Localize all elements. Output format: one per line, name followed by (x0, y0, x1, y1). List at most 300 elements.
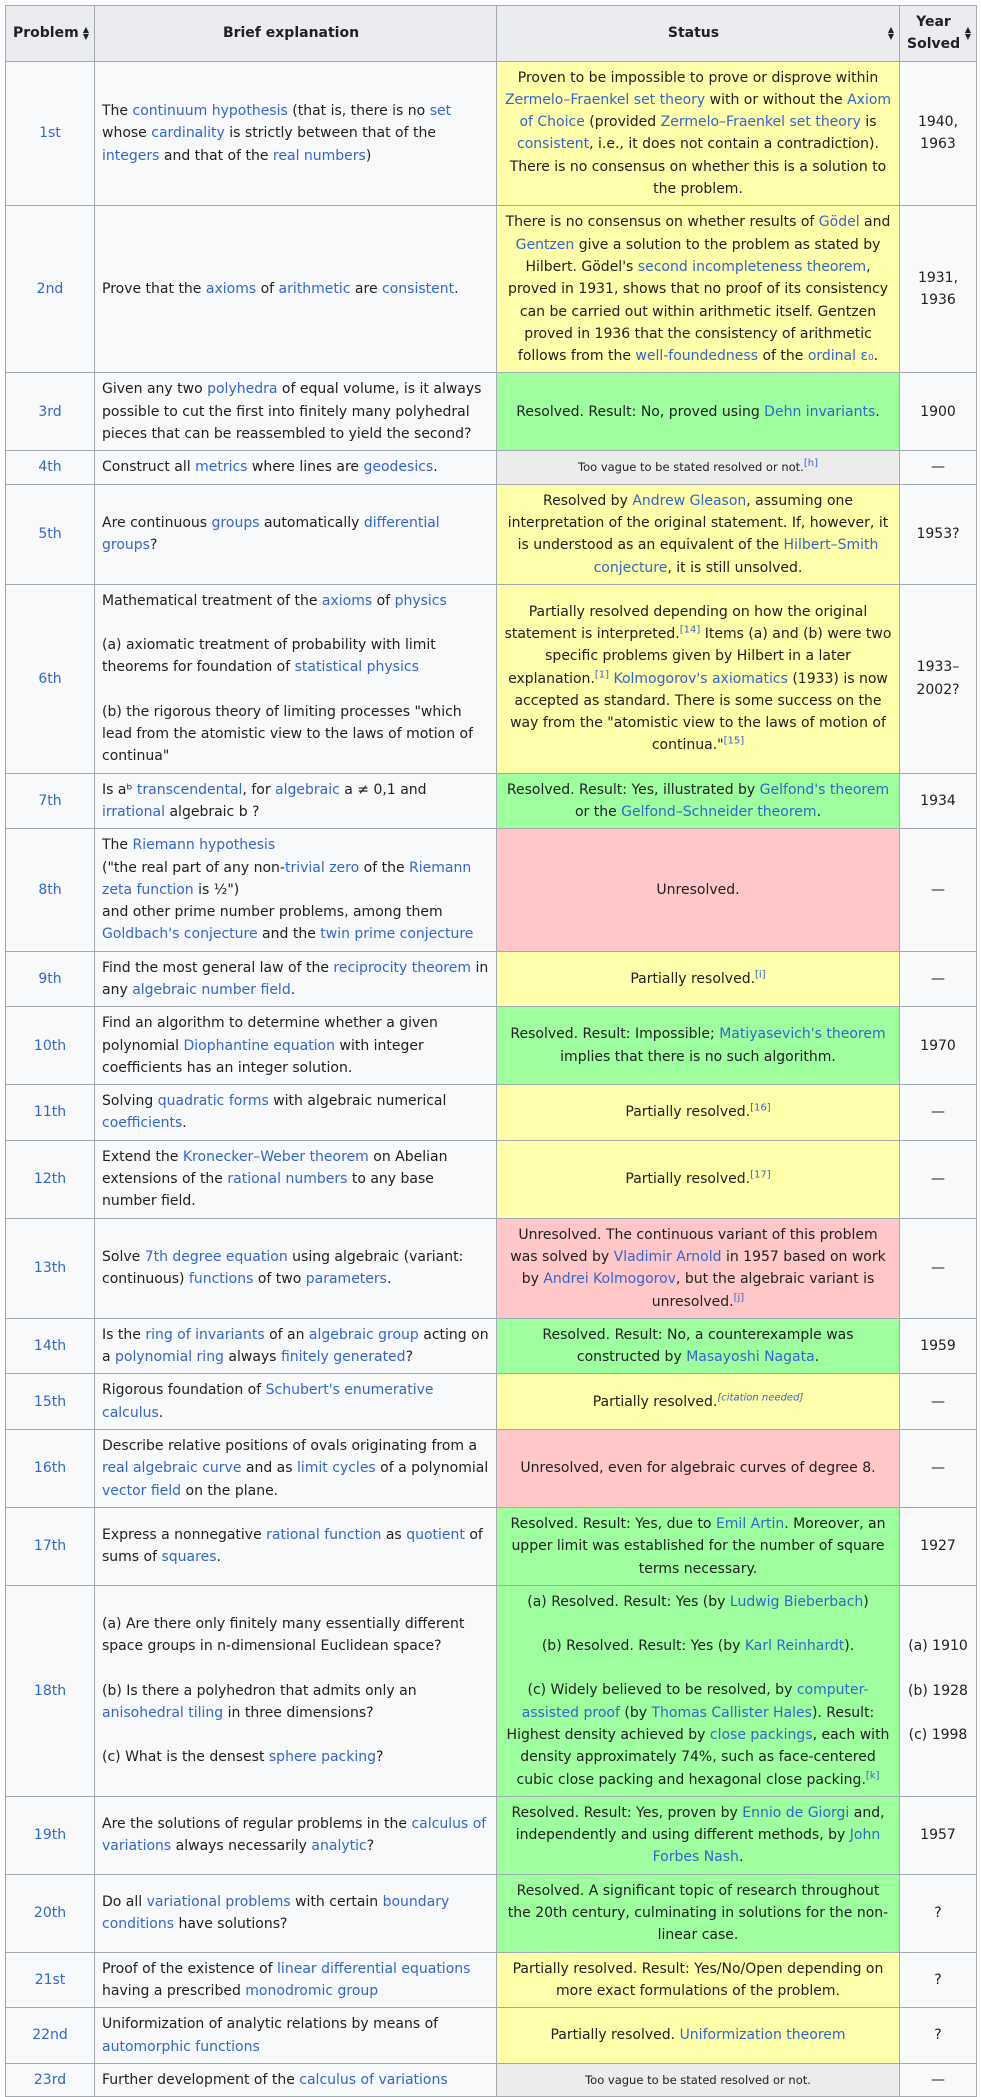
table-row (6, 1085, 977, 1141)
status-cell (497, 773, 900, 829)
wiki-link[interactable]: Gelfond's theorem (759, 781, 890, 798)
status-cell (497, 373, 900, 451)
explanation-cell (95, 1430, 497, 1508)
text-run: of sums of (102, 1527, 483, 1566)
wiki-link[interactable]: Gelfond–Schneider theorem (621, 803, 817, 820)
wiki-link[interactable]: rational function (266, 1527, 382, 1544)
wiki-link[interactable]: Kronecker–Weber theorem (182, 1148, 369, 1165)
text-run: where lines are (247, 459, 364, 476)
wiki-link[interactable]: algebraic group (308, 1326, 419, 1343)
wiki-link[interactable]: Diophantine equation (183, 1037, 336, 1054)
table-row (6, 584, 977, 773)
wiki-link[interactable]: analytic (311, 1838, 367, 1855)
explanation-cell (95, 1218, 497, 1318)
text-run: always necessarily (171, 1838, 312, 1855)
wiki-link[interactable]: Andrew Gleason (632, 492, 747, 509)
status-cell (497, 1507, 900, 1585)
year-solved-cell: (a) 1910 (b) 1928 (c) 1998 (900, 1585, 977, 1796)
wiki-link[interactable]: reciprocity theorem (333, 959, 472, 976)
text-run: with or without the (705, 91, 848, 108)
wiki-link[interactable]: calculus of variations (299, 2071, 448, 2088)
reference-link[interactable]: [15] (723, 735, 745, 747)
text-run: (b) Resolved. Result: Yes (by (541, 1638, 745, 1655)
text-run: Partially resolved. (630, 970, 756, 987)
reference-link[interactable]: [k] (865, 1769, 880, 1781)
text-run: Extend the (102, 1148, 183, 1165)
text-run: Unresolved. The continuous variant of this problem was solved by (510, 1226, 878, 1265)
wiki-link[interactable]: set (429, 103, 452, 120)
table-row (6, 829, 977, 951)
explanation-cell (95, 373, 497, 451)
text-run: (1933) is now accepted as standard. There is some success on the way from the "atomistic view to the laws of motion of continua." (510, 670, 888, 754)
text-run: implies that there is no such algorithm. (560, 1048, 836, 1065)
wiki-link[interactable]: consistent (517, 136, 590, 153)
text-run: having a prescribed (102, 1982, 246, 1999)
text-run: . Moreover, an upper limit was established for the number of square terms necessary. (511, 1515, 886, 1577)
reference-link[interactable]: [17] (750, 1169, 771, 1181)
status-cell (497, 484, 900, 584)
text-run: Find an algorithm to determine whether a given polynomial (102, 1015, 438, 1054)
wiki-link[interactable]: Ludwig Bieberbach (729, 1593, 864, 1610)
text-run: with integer coefficients has an integer solution. (102, 1037, 424, 1076)
text-run: ? (405, 1349, 413, 1366)
problem-number-link[interactable]: 20th (6, 1874, 95, 1952)
text-run: Are the solutions of regular problems in the (102, 1816, 412, 1833)
wiki-link[interactable]: transcendental (136, 781, 243, 798)
text-run: , but the algebraic variant is unresolved. (651, 1271, 875, 1310)
text-run: and other prime number problems, among them (102, 904, 443, 921)
text-run: with algebraic numerical (268, 1093, 447, 1110)
problem-number-link[interactable]: 9th (6, 951, 95, 1007)
wiki-link[interactable]: cardinality (151, 125, 225, 142)
text-run: Resolved. Result: No, a counterexample was constructed by (542, 1326, 854, 1366)
text-run: of equal volume, is it always possible to cut the first into finitely many polyhedral pieces that can be reassembled to yield the second? (102, 381, 482, 443)
text-run: whose (102, 125, 152, 142)
year-solved-cell: — (900, 1085, 977, 1141)
problem-number-link[interactable]: 5th (6, 484, 95, 584)
year-solved-cell: — (900, 1218, 977, 1318)
wiki-link[interactable]: algebraic number field (132, 981, 291, 998)
text-run: give a solution to the problem as stated by Hilbert. Gödel's (525, 236, 881, 275)
text-run: Are continuous (102, 514, 212, 531)
wiki-link[interactable]: Matiyasevich's theorem (719, 1026, 886, 1043)
text-run: Is aᵇ (102, 781, 137, 798)
text-run: ? (366, 1838, 375, 1855)
wiki-link[interactable]: sphere packing (268, 1749, 376, 1766)
wiki-link[interactable]: physics (394, 592, 447, 609)
explanation-cell (95, 1007, 497, 1085)
wiki-link[interactable]: trivial (284, 859, 325, 876)
year-solved-cell: 1933–2002? (900, 584, 977, 773)
year-solved-cell: — (900, 951, 977, 1007)
text-run: with certain (290, 1893, 383, 1910)
wiki-link[interactable]: Zermelo–Fraenkel set theory (660, 114, 861, 131)
table-row (6, 1796, 977, 1874)
year-solved-cell: 1927 (900, 1507, 977, 1585)
table-row (6, 1507, 977, 1585)
table-row (6, 1585, 977, 1796)
wiki-link[interactable]: geodesics (363, 459, 434, 476)
text-run: of (256, 281, 279, 298)
text-run: , each with density approximately 74%, such as face-centered cubic close packing and hexagonal close packing. (516, 1727, 890, 1788)
wiki-link[interactable]: Vladimir Arnold (613, 1248, 722, 1265)
text-run: of (372, 592, 395, 609)
text-run: ). (844, 1638, 855, 1655)
year-solved-cell: ? (900, 1952, 977, 2008)
text-run: . (386, 1271, 392, 1288)
table-row (6, 451, 977, 484)
text-run: (that is, there is no (287, 103, 430, 120)
wiki-link[interactable]: vector field (102, 1482, 182, 1499)
text-run: Resolved. Result: No, proved using (516, 403, 765, 420)
status-cell (497, 1140, 900, 1218)
wiki-link[interactable]: arithmetic (278, 281, 351, 298)
text-run: Proven to be impossible to prove or disprove within (517, 69, 879, 86)
text-run: Resolved by (542, 492, 633, 509)
header-problem[interactable] (6, 6, 95, 62)
sort-icon[interactable]: ▲ ▼ (887, 25, 894, 42)
wiki-link[interactable]: real algebraic curve (102, 1460, 242, 1477)
text-run: Partially resolved. (592, 1393, 718, 1410)
explanation-cell (95, 1140, 497, 1218)
problem-number-link[interactable]: 22nd (6, 2008, 95, 2064)
status-cell (497, 61, 900, 206)
reference-link[interactable]: [16] (750, 1102, 771, 1114)
status-cell (497, 1085, 900, 1141)
text-run: Resolved. A significant topic of research throughout the 20th century, culminating in solutions for the non-linear case. (507, 1882, 889, 1944)
text-run: and, independently and using different methods, by (515, 1804, 885, 1844)
wiki-link[interactable]: Ennio de Giorgi (742, 1804, 850, 1821)
text-run: (b) the rigorous theory of limiting processes "which lead from the atomistic view to the laws of motion of continua" (102, 703, 474, 765)
problem-number-link[interactable]: 16th (6, 1430, 95, 1508)
wiki-link[interactable]: Gödel (818, 214, 860, 231)
wiki-link[interactable]: limit cycles (297, 1460, 376, 1477)
text-run: Mathematical treatment of the (102, 592, 322, 609)
year-solved-cell: — (900, 829, 977, 951)
text-run: a ≠ 0,1 and (339, 781, 427, 798)
table-row (6, 1007, 977, 1085)
table-row (6, 373, 977, 451)
wiki-link[interactable]: Zermelo–Fraenkel set theory (504, 91, 706, 108)
header-status[interactable] (497, 6, 900, 62)
status-cell (497, 2008, 900, 2064)
text-run: Resolved. Result: Yes, due to (510, 1515, 716, 1532)
wiki-link[interactable]: squares (161, 1549, 217, 1566)
header-explanation-label: Brief explanation (222, 25, 360, 42)
table-row (6, 1218, 977, 1318)
status-cell (497, 829, 900, 951)
wiki-link[interactable]: Kolmogorov's axiomatics (613, 670, 788, 687)
citation-needed-link[interactable]: [citation needed] (717, 1391, 804, 1403)
problem-number-link[interactable]: 2nd (6, 206, 95, 373)
problem-number-link[interactable]: 4th (6, 451, 95, 484)
wiki-link[interactable]: Axiom of Choice (519, 91, 892, 131)
table-row (6, 2063, 977, 2096)
wiki-link[interactable]: quadratic forms (157, 1093, 269, 1110)
text-run: Rigorous foundation of (102, 1382, 266, 1399)
wiki-link[interactable]: Uniformization theorem (679, 2027, 846, 2044)
wiki-link[interactable]: Schubert's enumerative calculus (102, 1382, 434, 1421)
text-run: The (102, 837, 133, 854)
text-run: algebraic b ? (165, 803, 260, 820)
wiki-link[interactable]: irrational (102, 803, 166, 820)
year-solved-cell: — (900, 1430, 977, 1508)
text-run: as (381, 1527, 407, 1544)
paragraph-gap (102, 679, 489, 701)
header-problem-label: Problem (13, 25, 79, 42)
text-run: . (290, 981, 296, 998)
reference-link[interactable]: [h] (803, 458, 818, 470)
wiki-link[interactable]: Emil Artin (715, 1515, 785, 1532)
text-run: Items (a) and (b) were two specific problems given by Hilbert in a later explanation. (508, 625, 892, 687)
problem-number-link[interactable]: 21st (6, 1952, 95, 2008)
text-run: , for (242, 781, 276, 798)
problem-number-link[interactable]: 11th (6, 1085, 95, 1141)
text-run: Unresolved. (656, 881, 740, 898)
wiki-link[interactable]: close packings (709, 1727, 813, 1743)
text-run: Partially resolved. (625, 1104, 751, 1121)
header-explanation (95, 6, 497, 62)
status-cell (497, 1952, 900, 2008)
explanation-cell (95, 2008, 497, 2064)
wiki-link[interactable]: finitely generated (280, 1349, 406, 1366)
table-row (6, 1374, 977, 1430)
explanation-cell (95, 206, 497, 373)
table-row (6, 2008, 977, 2064)
problem-number-link[interactable]: 10th (6, 1007, 95, 1085)
table-row (6, 61, 977, 206)
reference-link[interactable]: [i] (755, 969, 766, 981)
wiki-link[interactable]: algebraic (275, 781, 340, 798)
wiki-link[interactable]: twin prime conjecture (320, 926, 474, 943)
text-run: is strictly between that of the (224, 125, 436, 142)
year-solved-cell: ? (900, 1874, 977, 1952)
status-cell (497, 1796, 900, 1874)
text-run: Proof of the existence of (102, 1960, 278, 1977)
wiki-link[interactable]: real numbers (272, 147, 366, 164)
wiki-link[interactable]: Riemann hypothesis (132, 837, 276, 854)
wiki-link[interactable]: Thomas Callister Hales (651, 1704, 812, 1721)
wiki-link[interactable]: computer-assisted proof (521, 1682, 869, 1721)
hilbert-problems-table (5, 5, 977, 2097)
year-solved-cell: 1953? (900, 484, 977, 584)
wiki-link[interactable]: consistent (382, 281, 455, 298)
text-run: . (814, 1349, 820, 1366)
text-run: Express a nonnegative (102, 1527, 267, 1544)
paragraph-gap (504, 1657, 892, 1679)
problem-number-link[interactable]: 13th (6, 1218, 95, 1318)
wiki-link[interactable]: Andrei Kolmogorov (543, 1271, 676, 1288)
text-run: . (158, 1404, 164, 1421)
wiki-link[interactable]: Dehn invariants (764, 403, 876, 420)
text-run: , it is still unsolved. (667, 559, 803, 576)
text-run: Solving (102, 1093, 158, 1110)
wiki-link[interactable]: linear differential equations (277, 1960, 471, 1977)
text-run: and as (241, 1460, 297, 1477)
wiki-link[interactable]: statistical physics (294, 659, 419, 676)
problem-number-link[interactable]: 8th (6, 829, 95, 951)
text-run: and (859, 214, 891, 231)
wiki-link[interactable]: Gentzen (515, 236, 575, 253)
problem-number-link[interactable]: 3rd (6, 373, 95, 451)
wiki-link[interactable]: Goldbach's conjecture (102, 926, 258, 943)
wiki-link[interactable]: differential groups (102, 514, 440, 554)
problem-number-link[interactable]: 7th (6, 773, 95, 829)
wiki-link[interactable]: automorphic functions (102, 2038, 260, 2055)
text-run: Construct all (102, 459, 196, 476)
text-run: . (454, 281, 459, 298)
wiki-link[interactable]: Karl Reinhardt (744, 1638, 845, 1655)
problem-number-link[interactable]: 23rd (6, 2063, 95, 2096)
table-row (6, 1430, 977, 1508)
text-run: (c) What is the densest (102, 1749, 269, 1766)
text-run: Resolved. Result: Impossible; (510, 1026, 720, 1043)
problem-number-link[interactable]: 15th (6, 1374, 95, 1430)
table-row (6, 484, 977, 584)
text-run: Resolved. Result: Yes, proven by (511, 1804, 743, 1821)
text-run: Is the (102, 1326, 146, 1343)
reference-link[interactable]: [1] (594, 668, 610, 680)
text-run: always (223, 1349, 281, 1366)
text-run: of a polynomial (375, 1460, 489, 1477)
wiki-link[interactable]: parameters (305, 1271, 387, 1288)
text-run: Further development of the (102, 2071, 300, 2088)
wiki-link[interactable]: metrics (195, 459, 248, 476)
text-run: to any base number field. (102, 1171, 434, 1210)
wiki-link[interactable]: anisohedral tiling (102, 1705, 224, 1721)
year-solved-cell: 1934 (900, 773, 977, 829)
text-run: Uniformization of analytic relations by means of (102, 2016, 439, 2033)
text-run: ("the real part of any non- (102, 859, 285, 876)
status-cell (497, 1585, 900, 1796)
text-run: There is no consensus on whether results of (505, 214, 819, 231)
wiki-link[interactable]: Riemann zeta function (102, 859, 472, 898)
header-status-label: Status (667, 25, 720, 42)
wiki-link[interactable]: coefficients (102, 1115, 183, 1132)
header-year-label: Year Solved (907, 14, 961, 53)
text-run: of an (264, 1326, 309, 1343)
wiki-link[interactable]: zero (329, 859, 360, 876)
status-cell (497, 584, 900, 773)
text-run: . (433, 459, 438, 476)
text-run: is (860, 114, 877, 131)
table-row (6, 1874, 977, 1952)
problem-number-link[interactable]: 6th (6, 584, 95, 773)
wiki-link[interactable]: monodromic group (245, 1982, 379, 1999)
text-run: acting on a (102, 1326, 489, 1366)
wiki-link[interactable]: ordinal ε₀ (807, 348, 874, 365)
table-row (6, 1318, 977, 1374)
text-run: Describe relative positions of ovals originating from a (102, 1438, 478, 1455)
wiki-link[interactable]: Hilbert–Smith conjecture (593, 537, 879, 576)
explanation-cell (95, 2063, 497, 2096)
text-run: and that of the (159, 147, 273, 164)
text-run: . (816, 803, 822, 820)
table-row (6, 1140, 977, 1218)
text-run: Solve (102, 1248, 145, 1265)
wiki-link[interactable]: polyhedra (207, 381, 278, 398)
text-run: in any (102, 959, 489, 998)
text-run: . (873, 348, 879, 365)
text-run: , proved in 1931, shows that no proof of its consistency can be carried out within arithmetic itself. Gentzen proved in 1936 that the consistency of arithmetic follows from the (507, 258, 889, 365)
header-year[interactable] (900, 6, 977, 62)
text-run: Too vague to be stated resolved or not. (585, 2072, 811, 2087)
text-run: Resolved. Result: Yes, illustrated by (506, 781, 760, 798)
text-run: Partially resolved. (625, 1171, 751, 1188)
wiki-link[interactable]: Masayoshi Nagata (686, 1349, 815, 1366)
text-run: Given any two (102, 381, 208, 398)
wiki-link[interactable]: 7th degree equation (144, 1248, 288, 1265)
wiki-link[interactable]: integers (102, 147, 160, 164)
wiki-link[interactable]: boundary conditions (102, 1893, 450, 1933)
text-run: , i.e., it does not contain a contradiction). There is no consensus on whether this is a solution to the problem. (509, 136, 887, 198)
text-run: (a) Resolved. Result: Yes (by (527, 1593, 730, 1610)
wiki-link[interactable]: functions (188, 1271, 254, 1288)
problem-number-link[interactable]: 18th (6, 1585, 95, 1796)
problem-number-link[interactable]: 14th (6, 1318, 95, 1374)
year-solved-cell: 1957 (900, 1796, 977, 1874)
problem-number-link[interactable]: 19th (6, 1796, 95, 1874)
year-solved-cell: 1900 (900, 373, 977, 451)
year-solved-cell: — (900, 451, 977, 484)
status-cell (497, 1007, 900, 1085)
problem-number-link[interactable]: 1st (6, 61, 95, 206)
sort-icon[interactable]: ▲ ▼ (82, 25, 89, 42)
problem-number-link[interactable]: 17th (6, 1507, 95, 1585)
problem-number-link[interactable]: 12th (6, 1140, 95, 1218)
wiki-link[interactable]: axioms (321, 592, 373, 609)
text-run: of the (758, 348, 808, 365)
explanation-cell (95, 1952, 497, 2008)
wiki-link[interactable]: rational numbers (227, 1171, 348, 1188)
status-cell (497, 1430, 900, 1508)
status-cell (497, 1318, 900, 1374)
text-run: of the (359, 859, 410, 876)
text-run: (b) Is there a polyhedron that admits only an (102, 1682, 417, 1699)
wiki-link[interactable]: calculus of variations (102, 1816, 487, 1855)
wiki-link[interactable]: John Forbes Nash (652, 1827, 881, 1866)
sort-icon[interactable]: ▲ ▼ (964, 25, 971, 42)
text-run: ? (149, 537, 158, 554)
wiki-link[interactable]: well-foundedness (635, 348, 758, 365)
text-run: of two (253, 1271, 306, 1288)
year-solved-cell: 1959 (900, 1318, 977, 1374)
wiki-link[interactable]: ring of invariants (145, 1326, 265, 1343)
wiki-link[interactable]: axioms (205, 281, 257, 298)
wiki-link[interactable]: variational problems (146, 1893, 291, 1910)
wiki-link[interactable]: polynomial ring (115, 1349, 224, 1366)
text-run: Unresolved, even for algebraic curves of degree 8. (520, 1460, 876, 1477)
text-run: Partially resolved depending on how the original statement is interpreted. (504, 603, 868, 642)
wiki-link[interactable]: quotient (406, 1527, 465, 1544)
year-solved-cell: 1940, 1963 (900, 61, 977, 206)
text-run: (a) axiomatic treatment of probability with limit theorems for foundation of (102, 637, 436, 676)
text-run: Too vague to be stated resolved or not. (578, 460, 804, 475)
table-row (6, 773, 977, 829)
explanation-cell (95, 773, 497, 829)
wiki-link[interactable]: groups (211, 514, 260, 531)
wiki-link[interactable]: continuum hypothesis (132, 103, 288, 120)
text-run: Find the most general law of the (102, 959, 334, 976)
explanation-cell (95, 1374, 497, 1430)
explanation-cell (95, 451, 497, 484)
year-solved-cell: ? (900, 2008, 977, 2064)
explanation-cell (95, 484, 497, 584)
wiki-link[interactable]: second incompleteness theorem (637, 258, 867, 275)
reference-link[interactable]: [j] (733, 1291, 745, 1303)
reference-link[interactable]: [14] (679, 624, 701, 636)
text-run: Partially resolved. Result: Yes/No/Open depending on more exact formulations of the problem. (512, 1960, 884, 1999)
